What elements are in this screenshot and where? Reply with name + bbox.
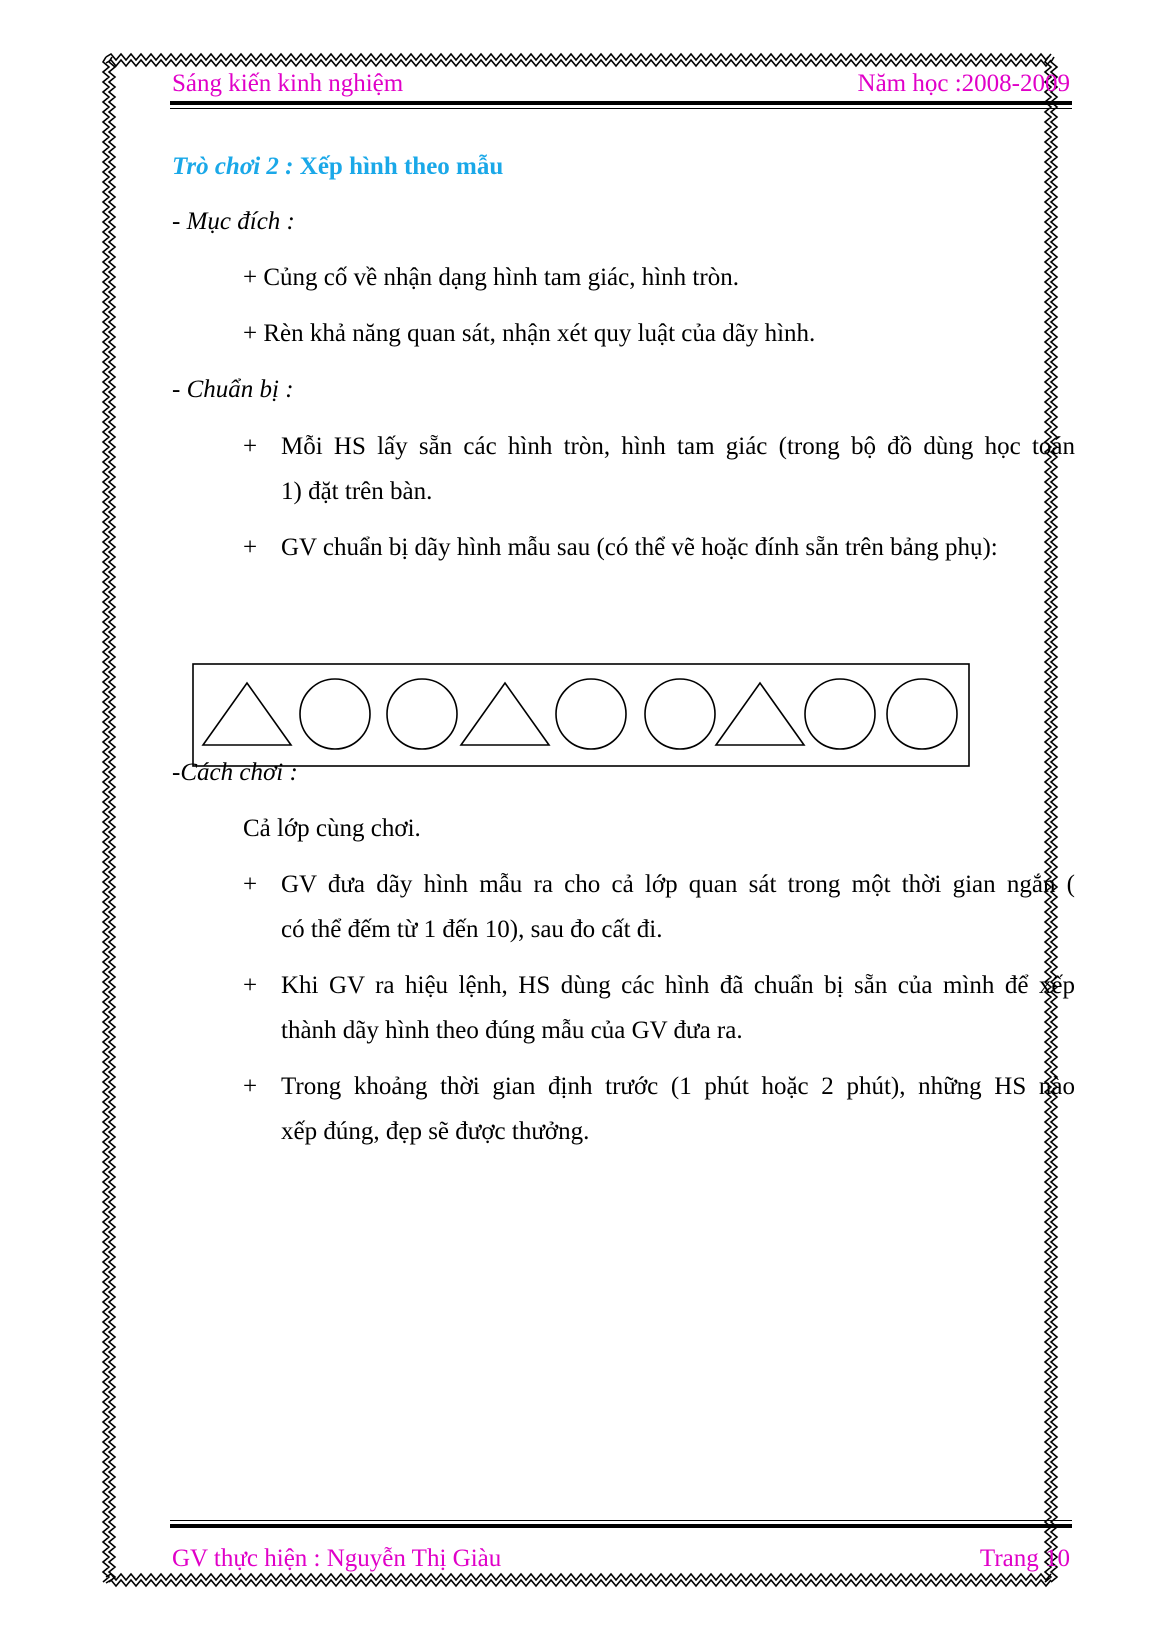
pattern-circle-5	[556, 679, 626, 749]
purpose-item-2: + Rèn khả năng quan sát, nhận xét quy luật của dãy hình.	[243, 320, 816, 347]
footer-right-text: Trang 10	[979, 1545, 1070, 1572]
prep-item-2-marker: +	[243, 534, 258, 561]
prep-item-2-line-1: GV chuẩn bị dãy hình mẫu sau (có thể vẽ hoặc đính sẵn trên bảng phụ):	[281, 534, 998, 561]
prep-item-1-line-2: 1) đặt trên bàn.	[281, 478, 433, 505]
pattern-triangle-4	[461, 683, 549, 745]
pattern-circle-6	[645, 679, 715, 749]
purpose-item-1: + Củng cố về nhận dạng hình tam giác, hình tròn.	[243, 264, 739, 291]
howto-intro: Cả lớp cùng chơi.	[243, 815, 421, 842]
shape-pattern-box	[192, 663, 972, 773]
pattern-circle-3	[387, 679, 457, 749]
game-title-name: Xếp hình theo mẫu	[299, 153, 504, 180]
pattern-circle-9	[887, 679, 957, 749]
page-footer	[172, 1545, 1070, 1573]
footer-left-text: GV thực hiện : Nguyễn Thị Giàu	[172, 1545, 502, 1572]
pattern-triangle-7	[716, 683, 804, 745]
howto-item-2-line-2: thành dãy hình theo đúng mẫu của GV đưa ra.	[281, 1017, 743, 1044]
game-title	[172, 153, 503, 181]
pattern-triangle-1	[203, 683, 291, 745]
header-rule-thick	[170, 101, 1072, 105]
prep-item-1-marker: +	[243, 433, 258, 460]
header-right-text: Năm học :2008-2009	[857, 70, 1070, 97]
footer-rule-thick	[170, 1524, 1072, 1528]
pattern-frame	[193, 664, 969, 766]
howto-item-1-line-1: GV đưa dãy hình mẫu ra cho cả lớp quan sát trong một thời gian ngắn (	[281, 871, 1075, 898]
purpose-label: - Mục đích :	[172, 208, 295, 235]
game-title-prefix: Trò chơi 2 :	[172, 153, 300, 180]
pattern-circle-2	[300, 679, 370, 749]
prep-label: - Chuẩn bị :	[172, 376, 294, 403]
pattern-circle-8	[805, 679, 875, 749]
howto-item-2-line-1: Khi GV ra hiệu lệnh, HS dùng các hình đã chuẩn bị sẵn của mình để xếp	[281, 972, 1075, 999]
howto-item-1-line-2: có thể đếm từ 1 đến 10), sau đo cất đi.	[281, 916, 663, 943]
howto-item-3-marker: +	[243, 1073, 258, 1100]
howto-item-2-marker: +	[243, 972, 258, 999]
prep-item-1-line-1: Mỗi HS lấy sẵn các hình tròn, hình tam giác (trong bộ đồ dùng học toán	[281, 433, 1075, 460]
howto-label: -Cách chơi :	[172, 759, 298, 786]
howto-item-3-line-1: Trong khoảng thời gian định trước (1 phút hoặc 2 phút), những HS nào	[281, 1073, 1075, 1100]
header-rule-thin	[170, 108, 1072, 109]
howto-item-3-line-2: xếp đúng, đẹp sẽ được thưởng.	[281, 1118, 590, 1145]
howto-item-1-marker: +	[243, 871, 258, 898]
footer-rule-thin	[170, 1520, 1072, 1521]
header-left-text: Sáng kiến kinh nghiệm	[172, 70, 404, 97]
page-header	[172, 70, 1070, 98]
